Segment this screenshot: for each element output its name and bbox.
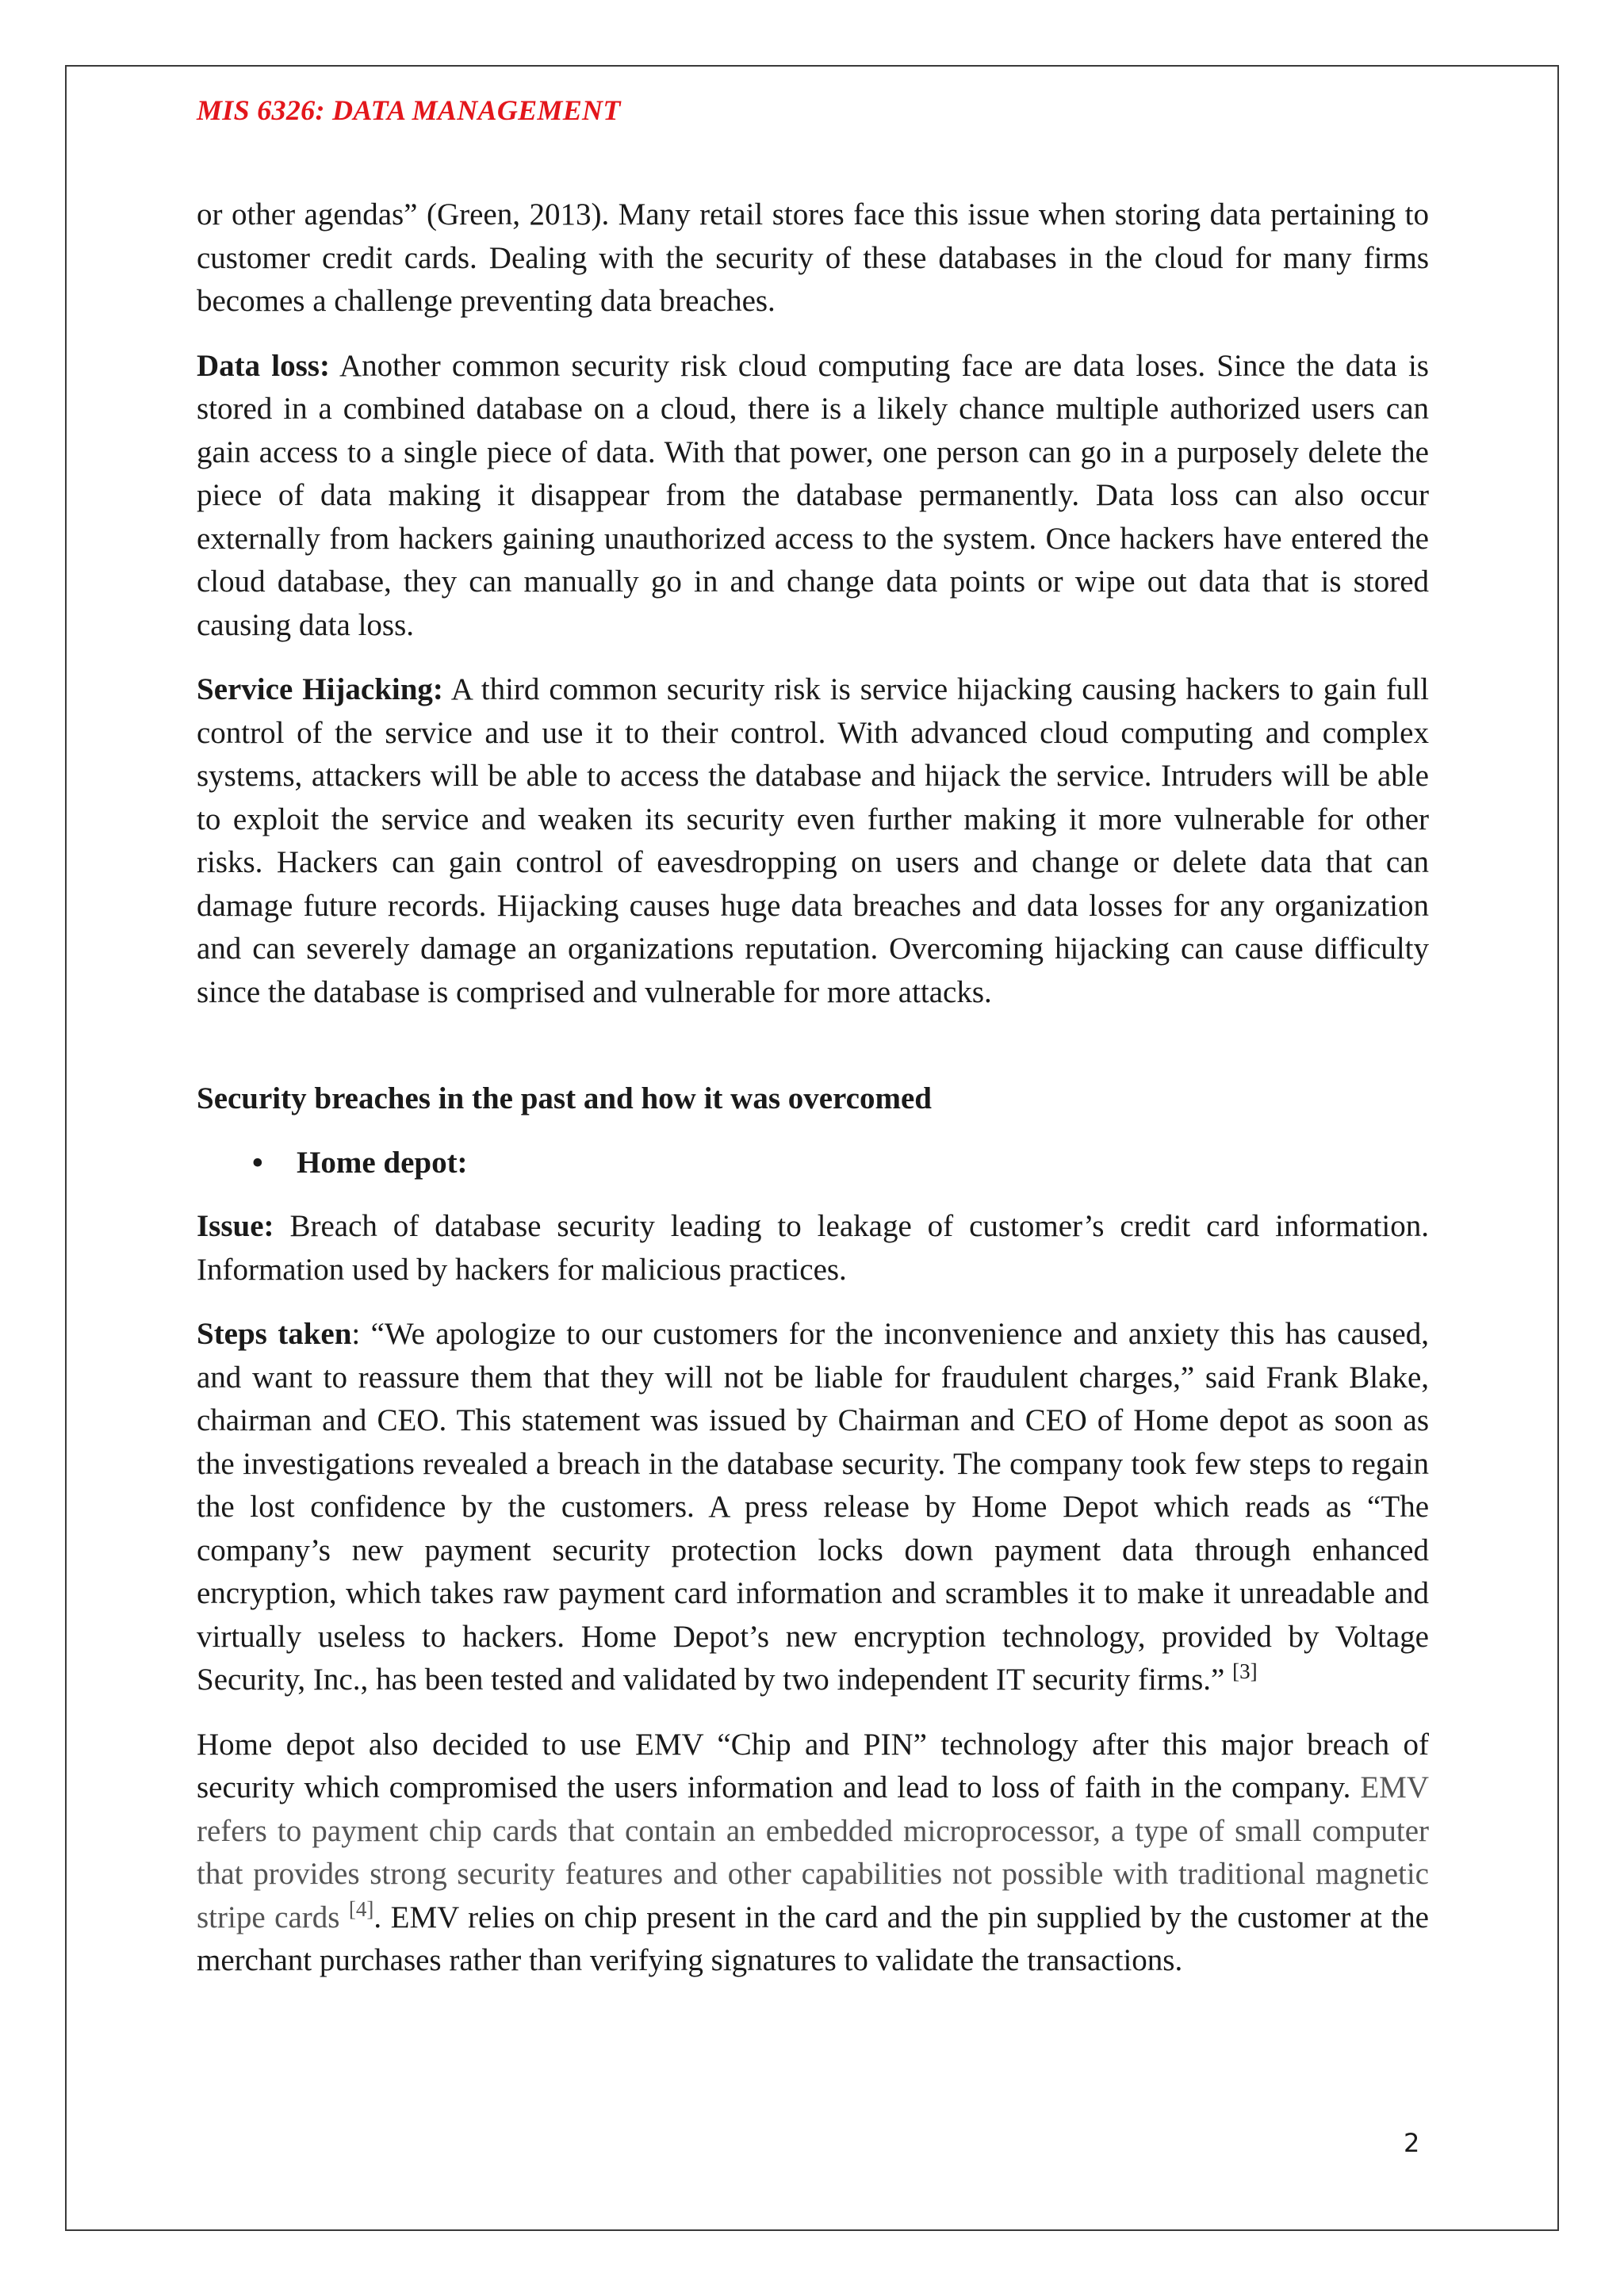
page-number: 2 [1404,2128,1420,2158]
service-hijacking-paragraph [197,668,1429,1014]
bullet-home-depot [197,1142,1429,1185]
service-hijacking-text: A third common security risk is service hijacking causing hackers to gain full control of the service and use it to their control. With advanced cloud computing and complex systems, attackers will be able to access the database and hijack the service. Intruders will be able to exploit the service and weaken its security even further making it more vulnerable for other risks. Hackers can gain control of eavesdropping on users and change or delete data that can damage future records. Hijacking causes huge data breaches and data losses for any organization and can severely damage an organizations reputation. Overcoming hijacking can cause difficulty since the database is comprised and vulnerable for more attacks. [197,672,1429,1009]
emv-text-b: . EMV relies on chip present in the card and the pin supplied by the customer at the merchant purchases rather than verifying signatures to validate the transactions. [197,1900,1429,1977]
steps-taken-label: Steps taken [197,1317,352,1351]
emv-text-a: Home depot also decided to use EMV “Chip and PIN” technology after this major breach of security which compromised the users information and lead to loss of faith in the company. [197,1727,1429,1804]
reference-3: [3] [1232,1659,1258,1683]
steps-taken-text: : “We apologize to our customers for the inconvenience and anxiety this has caused, and want to reassure them that they will not be liable for fraudulent charges,” said Frank Blake, chairman and CEO. This statement was issued by Chairman and CEO of Home depot as soon as the investigations revealed a breach in the database security. The company took few steps to regain the lost confidence by the customers. A press release by Home Depot which reads as “The company’s new payment security protection locks down payment data through enhanced encryption, which takes raw payment card information and scrambles it to make it unreadable and virtually useless to hackers. Home Depot’s new encryption technology, provided by Voltage Security, Inc., has been tested and validated by two independent IT security firms.” [197,1317,1429,1697]
data-loss-paragraph [197,345,1429,648]
service-hijacking-label: Service Hijacking: [197,672,443,706]
bullet-label: Home depot: [297,1145,468,1180]
course-header: MIS 6326: DATA MANAGEMENT [197,94,621,126]
issue-text: Breach of database security leading to leakage of customer’s credit card information. Information used by hackers for malicious practices. [197,1209,1429,1287]
section-heading: Security breaches in the past and how it was overcomed [197,1081,932,1115]
document-body [197,193,1429,2004]
data-loss-label: Data loss: [197,348,330,383]
issue-paragraph [197,1205,1429,1292]
reference-4: [4] [348,1896,374,1921]
issue-label: Issue: [197,1209,274,1243]
emv-quote: EMV refers to payment chip cards that contain an embedded microprocessor, a type of small computer that provides strong security features and other capabilities not possible with traditional magnetic stripe cards [197,1770,1429,1934]
data-loss-text: Another common security risk cloud computing face are data loses. Since the data is stored in a combined database on a cloud, there is a likely chance multiple authorized users can gain access to a single piece of data. With that power, one person can go in a purposely delete the piece of data making it disappear from the database permanently. Data loss can also occur externally from hackers gaining unauthorized access to the system. Once hackers have entered the cloud database, they can manually go in and change data points or wipe out data that is stored causing data loss. [197,348,1429,642]
steps-taken-paragraph [197,1313,1429,1702]
intro-paragraph: or other agendas” (Green, 2013). Many retail stores face this issue when storing data pertaining to customer credit cards. Dealing with the security of these databases in the cloud for many firms becomes a challenge preventing data breaches. [197,197,1429,318]
bullet-icon: • [252,1145,263,1180]
emv-paragraph [197,1724,1429,1983]
